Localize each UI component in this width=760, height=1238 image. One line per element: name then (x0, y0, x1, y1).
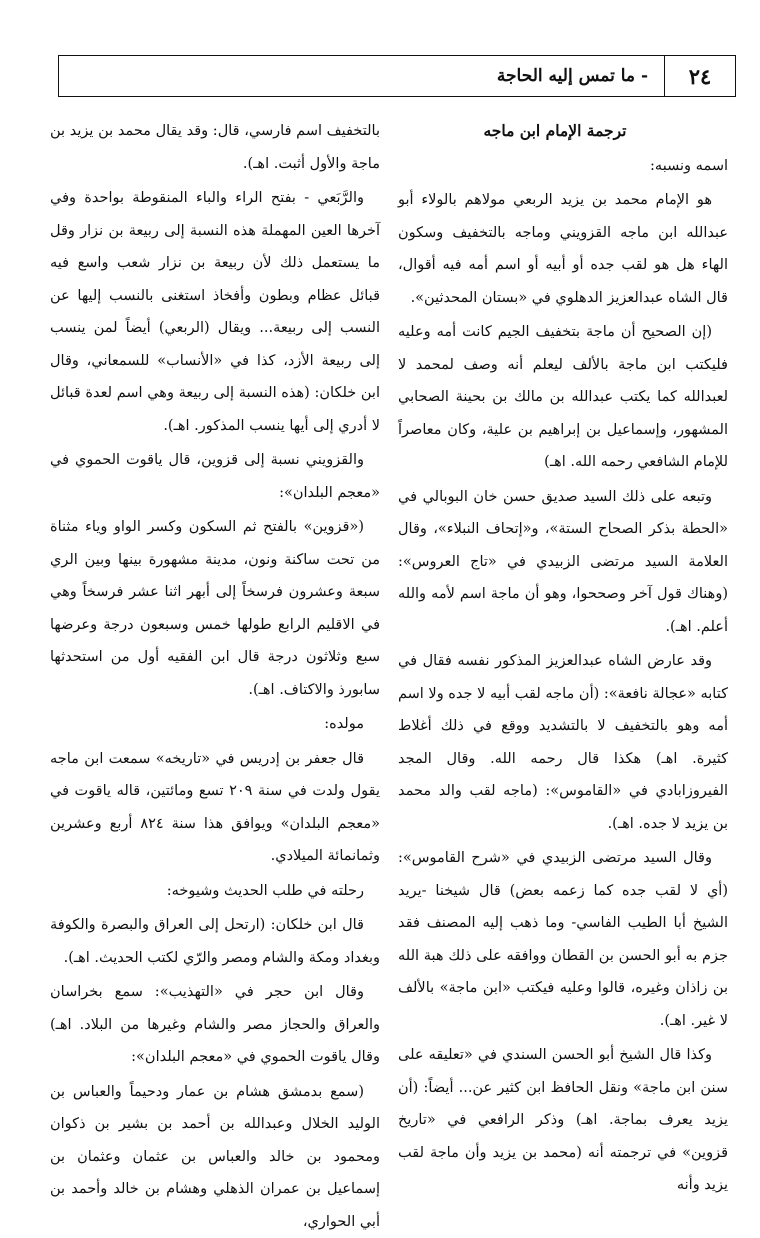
paragraph: (إن الصحيح أن ماجة بتخفيف الجيم كانت أمه وعليه فليكتب ابن ماجة بالألف ليعلم أنه وصف لمحمد لا لعبدالله كما يكتب عبدالله بن مالك بن بحينة الصحابي المشهور، وإسماعيل بن إبراهيم بن علية، وكان معاصراً للإمام الشافعي رحمه الله. اهـ) (398, 316, 728, 479)
running-header (58, 55, 736, 97)
page-number: ٢٤ (664, 56, 735, 96)
left-column (50, 115, 380, 1095)
paragraph: والرَّبَعي - بفتح الراء والباء المنقوطة بواحدة وفي آخرها العين المهملة هذه النسبة إلى ربيعة بن نزار وقل ما يستعمل ذلك لأن ربيعة بن نزار شعب واسع فيه قبائل عظام وبطون وأفخاذ استغنى بالنسب إليها عن النسب إلى ربيعة... ويقال (الربعي) أيضاً لمن ينسب إلى ربيعة الأزد، كذا في «الأنساب» للسمعاني، وقال ابن خلكان: (هذه النسبة إلى ربيعة وهي اسم لعدة قبائل لا أدري إلى أيها ينسب المذكور. اهـ). (50, 182, 380, 442)
paragraph: وقال السيد مرتضى الزبيدي في «شرح القاموس»: (أي لا لقب جده كما زعمه بعض) قال شيخنا -يريد الشيخ أبا الطيب الفاسي- وما ذهب إليه المصنف فقد جزم به أبو الحسن بن القطان ووافقه على ذلك هبة الله بن زاذان وغيره، قالوا وعليه فيكتب «ابن ماجة» بالألف لا غير. اهـ). (398, 842, 728, 1037)
right-column (398, 115, 728, 1095)
paragraph: قال جعفر بن إدريس في «تاريخه» سمعت ابن ماجه يقول ولدت في سنة ٢٠٩ تسع ومائتين، قاله ياقوت في «معجم البلدان» ويوافق هذا سنة ٨٢٤ أربع وعشرين وثمانمائة الميلادي. (50, 743, 380, 873)
section-title: ترجمة الإمام ابن ماجه (398, 115, 728, 148)
subheading-birth: مولده: (50, 708, 380, 741)
paragraph: هو الإمام محمد بن يزيد الربعي مولاهم بالولاء أبو عبدالله ابن ماجه القزويني وماجه بالتخفيف وسكون الهاء هل هو لقب جده أو أبيه أو اسم أمه فيه أقوال، قال الشاه عبدالعزيز الدهلوي في «بستان المحدثين». (398, 184, 728, 314)
paragraph: وكذا قال الشيخ أبو الحسن السندي في «تعليقه على سنن ابن ماجة» ونقل الحافظ ابن كثير عن... أيضاً: (أن يزيد يعرف بماجة. اهـ) وذكر الرافعي في «تاريخ قزوين» في ترجمته أنه (محمد بن يزيد وأن ماجة لقب يزيد وأنه (398, 1039, 728, 1202)
subheading-travels: رحلته في طلب الحديث وشيوخه: (50, 875, 380, 908)
paragraph: والقزويني نسبة إلى قزوين، قال ياقوت الحموي في «معجم البلدان»: (50, 444, 380, 509)
paragraph: وقد عارض الشاه عبدالعزيز المذكور نفسه فقال في كتابه «عجالة نافعة»: (أن ماجه لقب أبيه لا جده ولا اسم أمه وهو بالتخفيف لا بالتشديد ووقع في ذلك أغلاط كثيرة. اهـ) هكذا قال رحمه الله. وقال المجد الفيروزابادي في «القاموس»: (ماجه لقب والد محمد بن يزيد لا جده. اهـ). (398, 645, 728, 840)
running-title: - ما تمس إليه الحاجة (59, 56, 664, 96)
paragraph: بالتخفيف اسم فارسي، قال: وقد يقال محمد بن يزيد بن ماجة والأول أثبت. اهـ). (50, 115, 380, 180)
paragraph: وتبعه على ذلك السيد صديق حسن خان البوبالي في «الحطة بذكر الصحاح الستة»، و«إتحاف النبلاء»، وقال العلامة السيد مرتضى الزبيدي في «تاج العروس»: (وهناك قول آخر وصححوا، وهو أن ماجة اسم لأمه والله أعلم. اهـ). (398, 481, 728, 644)
subheading-name-lineage: اسمه ونسبه: (398, 150, 728, 183)
paragraph: («قزوين» بالفتح ثم السكون وكسر الواو وياء مثناة من تحت ساكنة ونون، مدينة مشهورة بينها وبين الري سبعة وعشرون فرسخاً إلى أبهر اثنا عشر فرسخاً وهي في الاقليم الرابع طولها خمس وسبعون درجة وعرضها سبع وثلاثون درجة قال ابن الفقيه أول من استحدثها سابورذ والاكتاف. اهـ). (50, 511, 380, 706)
paragraph: (سمع بدمشق هشام بن عمار ودحيماً والعباس بن الوليد الخلال وعبدالله بن أحمد بن بشير بن ذكوان ومحمود بن خالد والعباس بن عثمان وعثمان بن إسماعيل بن عمران الذهلي وهشام بن خالد وأحمد بن أبي الحواري، (50, 1076, 380, 1238)
paragraph: وقال ابن حجر في «التهذيب»: سمع بخراسان والعراق والحجاز مصر والشام وغيرها من البلاد. اهـ) وقال ياقوت الحموي في «معجم البلدان»: (50, 976, 380, 1074)
paragraph: قال ابن خلكان: (ارتحل إلى العراق والبصرة والكوفة وبغداد ومكة والشام ومصر والرّي لكتب الحديث. اهـ). (50, 909, 380, 974)
